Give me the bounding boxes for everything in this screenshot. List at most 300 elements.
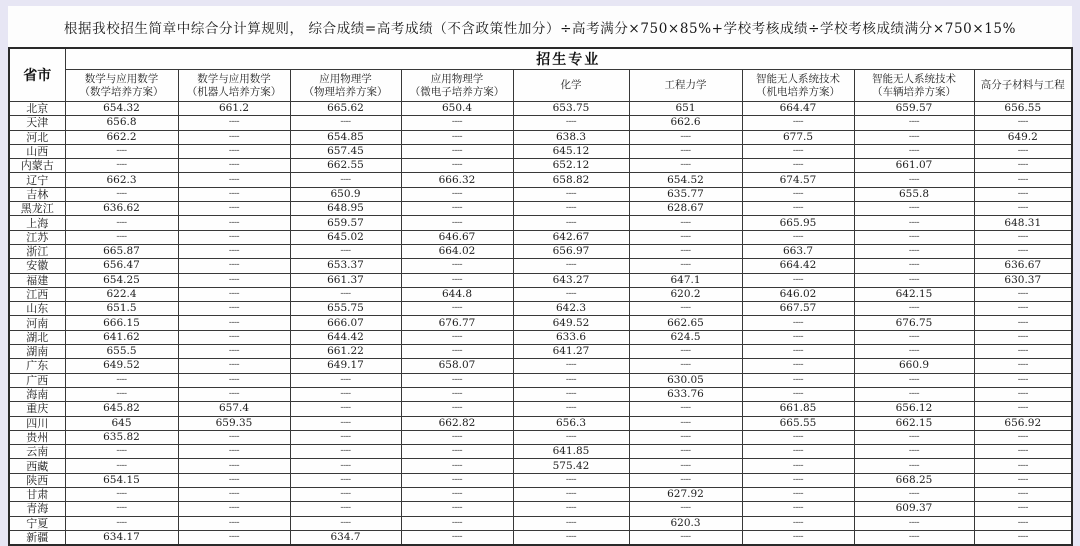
score-cell: 663.7 <box>742 244 854 258</box>
major-track: （数学培养方案） <box>79 85 164 98</box>
score-cell: ---- <box>854 244 974 258</box>
score-cell: ---- <box>401 144 513 158</box>
majors-group-header: 招生专业 <box>65 48 1072 70</box>
score-cell: ---- <box>629 259 742 273</box>
score-cell: ---- <box>65 230 178 244</box>
major-name: 应用物理学 <box>319 73 372 85</box>
score-cell: ---- <box>401 530 513 545</box>
score-cell: ---- <box>513 430 629 444</box>
table-row <box>9 359 1072 373</box>
score-cell: ---- <box>854 516 974 530</box>
score-cell: 575.42 <box>513 459 629 473</box>
table-row <box>9 316 1072 330</box>
score-cell: ---- <box>401 330 513 344</box>
score-cell: ---- <box>854 459 974 473</box>
score-cell: ---- <box>742 516 854 530</box>
major-column-header <box>742 70 854 102</box>
province-cell: 西藏 <box>9 459 65 473</box>
score-cell: ---- <box>178 373 290 387</box>
score-cell: 652.12 <box>513 159 629 173</box>
score-cell: ---- <box>629 473 742 487</box>
province-cell: 天津 <box>9 116 65 130</box>
score-cell: ---- <box>513 116 629 130</box>
score-cell: ---- <box>854 202 974 216</box>
score-cell: ---- <box>290 459 401 473</box>
score-cell: 642.3 <box>513 302 629 316</box>
score-cell: ---- <box>178 216 290 230</box>
province-cell: 宁夏 <box>9 516 65 530</box>
score-cell: ---- <box>290 445 401 459</box>
score-cell: ---- <box>974 302 1072 316</box>
score-cell: 651.5 <box>65 302 178 316</box>
score-cell: ---- <box>401 159 513 173</box>
table-row <box>9 459 1072 473</box>
major-column-header <box>401 70 513 102</box>
province-column-header: 省市 <box>9 48 65 102</box>
table-row <box>9 345 1072 359</box>
score-cell: 668.25 <box>854 473 974 487</box>
score-cell: ---- <box>974 287 1072 301</box>
score-cell: ---- <box>854 173 974 187</box>
score-cell: 636.67 <box>974 259 1072 273</box>
score-cell: ---- <box>65 502 178 516</box>
score-cell: ---- <box>178 159 290 173</box>
score-cell: ---- <box>974 430 1072 444</box>
score-cell: 633.6 <box>513 330 629 344</box>
score-cell: ---- <box>854 373 974 387</box>
score-cell: 654.32 <box>65 102 178 116</box>
score-cell: ---- <box>178 173 290 187</box>
score-cell: 650.9 <box>290 187 401 201</box>
province-cell: 安徽 <box>9 259 65 273</box>
score-cell: 655.8 <box>854 187 974 201</box>
score-cell: 633.76 <box>629 387 742 401</box>
score-cell: ---- <box>290 287 401 301</box>
score-cell: ---- <box>290 416 401 430</box>
score-cell: ---- <box>65 144 178 158</box>
score-cell: 666.15 <box>65 316 178 330</box>
score-cell: ---- <box>290 244 401 258</box>
table-row <box>9 130 1072 144</box>
score-cell: 661.85 <box>742 402 854 416</box>
score-cell: ---- <box>974 459 1072 473</box>
province-cell: 江苏 <box>9 230 65 244</box>
province-cell: 黑龙江 <box>9 202 65 216</box>
score-cell: ---- <box>178 445 290 459</box>
score-cell: ---- <box>974 402 1072 416</box>
score-cell: ---- <box>854 445 974 459</box>
score-cell: ---- <box>513 259 629 273</box>
score-cell: ---- <box>65 516 178 530</box>
score-cell: ---- <box>401 259 513 273</box>
score-cell: 647.1 <box>629 273 742 287</box>
score-cell: 646.67 <box>401 230 513 244</box>
score-cell: 666.32 <box>401 173 513 187</box>
score-cell: ---- <box>178 302 290 316</box>
table-row <box>9 445 1072 459</box>
score-cell: ---- <box>974 316 1072 330</box>
score-cell: 654.52 <box>629 173 742 187</box>
score-cell: ---- <box>974 530 1072 545</box>
province-cell: 广东 <box>9 359 65 373</box>
score-cell: ---- <box>742 488 854 502</box>
table-row <box>9 488 1072 502</box>
score-cell: 649.2 <box>974 130 1072 144</box>
score-cell: ---- <box>513 516 629 530</box>
score-cell: 634.7 <box>290 530 401 545</box>
province-cell: 浙江 <box>9 244 65 258</box>
major-name: 数学与应用数学 <box>197 73 271 85</box>
table-row <box>9 273 1072 287</box>
score-cell: 665.87 <box>65 244 178 258</box>
score-cell: 653.37 <box>290 259 401 273</box>
score-cell: 628.67 <box>629 202 742 216</box>
score-cell: ---- <box>401 459 513 473</box>
score-cell: ---- <box>854 430 974 444</box>
table-body <box>9 102 1072 546</box>
major-name: 应用物理学 <box>430 73 484 85</box>
score-cell: 630.05 <box>629 373 742 387</box>
major-track: （车辆培养方案） <box>872 85 956 98</box>
province-cell: 北京 <box>9 102 65 116</box>
province-cell: 湖南 <box>9 345 65 359</box>
province-cell: 广西 <box>9 373 65 387</box>
province-cell: 山东 <box>9 302 65 316</box>
score-cell: ---- <box>742 159 854 173</box>
header-row-majors <box>9 48 1072 70</box>
score-cell: ---- <box>974 159 1072 173</box>
table-row <box>9 230 1072 244</box>
table-row <box>9 244 1072 258</box>
score-cell: ---- <box>742 187 854 201</box>
score-cell: 662.3 <box>65 173 178 187</box>
score-cell: ---- <box>742 202 854 216</box>
score-cell: 648.95 <box>290 202 401 216</box>
major-name: 数学与应用数学 <box>84 73 159 85</box>
province-cell: 贵州 <box>9 430 65 444</box>
score-cell: 659.57 <box>290 216 401 230</box>
score-cell: ---- <box>178 273 290 287</box>
score-cell: 641.27 <box>513 345 629 359</box>
table-row <box>9 116 1072 130</box>
score-cell: 645.02 <box>290 230 401 244</box>
score-cell: ---- <box>854 216 974 230</box>
table-row <box>9 516 1072 530</box>
score-cell: ---- <box>974 502 1072 516</box>
score-cell: ---- <box>854 345 974 359</box>
score-cell: 662.55 <box>290 159 401 173</box>
major-column-header <box>513 70 629 102</box>
score-cell: ---- <box>290 502 401 516</box>
score-cell: 638.3 <box>513 130 629 144</box>
table-row <box>9 202 1072 216</box>
score-cell: ---- <box>854 130 974 144</box>
score-cell: ---- <box>401 216 513 230</box>
score-cell: ---- <box>65 387 178 401</box>
score-cell: ---- <box>513 402 629 416</box>
score-cell: ---- <box>178 516 290 530</box>
major-name: 工程力学 <box>664 79 707 92</box>
score-cell: ---- <box>742 445 854 459</box>
score-cell: ---- <box>178 330 290 344</box>
score-cell: ---- <box>178 430 290 444</box>
score-cell: ---- <box>178 502 290 516</box>
score-cell: ---- <box>401 302 513 316</box>
province-cell: 吉林 <box>9 187 65 201</box>
score-cell: 661.2 <box>178 102 290 116</box>
score-cell: ---- <box>513 473 629 487</box>
table-row <box>9 502 1072 516</box>
score-cell: ---- <box>974 244 1072 258</box>
score-cell: 661.22 <box>290 345 401 359</box>
score-cell: 661.37 <box>290 273 401 287</box>
table-row <box>9 259 1072 273</box>
score-cell: ---- <box>854 259 974 273</box>
score-cell: ---- <box>513 216 629 230</box>
score-cell: ---- <box>178 116 290 130</box>
table-row <box>9 387 1072 401</box>
score-cell: ---- <box>513 373 629 387</box>
score-cell: ---- <box>290 173 401 187</box>
province-cell: 河北 <box>9 130 65 144</box>
score-cell: ---- <box>401 345 513 359</box>
score-cell: ---- <box>65 459 178 473</box>
score-cell: 635.82 <box>65 430 178 444</box>
major-track: （机电培养方案） <box>756 85 840 98</box>
score-cell: ---- <box>290 488 401 502</box>
score-cell: ---- <box>974 387 1072 401</box>
score-cell: ---- <box>629 230 742 244</box>
score-cell: ---- <box>401 430 513 444</box>
table-row <box>9 402 1072 416</box>
score-cell: ---- <box>401 387 513 401</box>
score-cell: ---- <box>401 373 513 387</box>
province-cell: 辽宁 <box>9 173 65 187</box>
score-cell: 676.77 <box>401 316 513 330</box>
score-cell: 665.95 <box>742 216 854 230</box>
score-cell: 664.47 <box>742 102 854 116</box>
score-cell: ---- <box>178 530 290 545</box>
score-cell: ---- <box>401 130 513 144</box>
score-cell: ---- <box>742 373 854 387</box>
table-row <box>9 373 1072 387</box>
score-cell: ---- <box>974 144 1072 158</box>
score-cell: ---- <box>629 459 742 473</box>
score-cell: ---- <box>65 187 178 201</box>
score-cell: 634.17 <box>65 530 178 545</box>
major-column-header <box>65 70 178 102</box>
score-cell: 677.5 <box>742 130 854 144</box>
score-cell: 658.82 <box>513 173 629 187</box>
score-cell: ---- <box>178 387 290 401</box>
major-column-header <box>854 70 974 102</box>
score-cell: ---- <box>629 302 742 316</box>
score-cell: ---- <box>401 273 513 287</box>
table-row <box>9 330 1072 344</box>
score-cell: ---- <box>401 473 513 487</box>
score-cell: ---- <box>742 473 854 487</box>
score-cell: ---- <box>974 359 1072 373</box>
score-cell: 645.12 <box>513 144 629 158</box>
score-cell: ---- <box>178 187 290 201</box>
province-cell: 重庆 <box>9 402 65 416</box>
score-cell: ---- <box>629 416 742 430</box>
score-cell: 656.92 <box>974 416 1072 430</box>
score-cell: ---- <box>178 144 290 158</box>
score-cell: 662.65 <box>629 316 742 330</box>
score-cell: 662.6 <box>629 116 742 130</box>
admission-score-table <box>8 47 1073 546</box>
score-cell: 642.67 <box>513 230 629 244</box>
score-cell: ---- <box>401 116 513 130</box>
score-cell: 646.02 <box>742 287 854 301</box>
score-cell: ---- <box>401 516 513 530</box>
score-cell: ---- <box>974 516 1072 530</box>
score-cell: ---- <box>65 373 178 387</box>
score-cell: 649.52 <box>513 316 629 330</box>
province-cell: 青海 <box>9 502 65 516</box>
province-cell: 福建 <box>9 273 65 287</box>
score-cell: ---- <box>974 330 1072 344</box>
score-cell: ---- <box>742 316 854 330</box>
score-cell: ---- <box>178 202 290 216</box>
score-cell: ---- <box>178 244 290 258</box>
score-cell: ---- <box>65 159 178 173</box>
score-cell: 657.4 <box>178 402 290 416</box>
score-cell: ---- <box>290 516 401 530</box>
score-cell: ---- <box>290 430 401 444</box>
major-column-header <box>629 70 742 102</box>
score-cell: ---- <box>854 230 974 244</box>
table-row <box>9 473 1072 487</box>
score-cell: 665.55 <box>742 416 854 430</box>
major-name: 高分子材料与工程 <box>980 79 1065 92</box>
document-sheet <box>8 6 1072 543</box>
province-cell: 海南 <box>9 387 65 401</box>
score-cell: ---- <box>513 488 629 502</box>
province-cell: 河南 <box>9 316 65 330</box>
score-cell: ---- <box>178 359 290 373</box>
score-cell: 656.97 <box>513 244 629 258</box>
score-cell: 660.9 <box>854 359 974 373</box>
score-cell: ---- <box>854 330 974 344</box>
score-cell: ---- <box>629 445 742 459</box>
score-cell: ---- <box>178 459 290 473</box>
score-cell: ---- <box>742 345 854 359</box>
score-cell: 654.85 <box>290 130 401 144</box>
score-cell: ---- <box>401 402 513 416</box>
score-cell: ---- <box>974 202 1072 216</box>
score-cell: ---- <box>178 230 290 244</box>
score-cell: 653.75 <box>513 102 629 116</box>
score-cell: ---- <box>178 130 290 144</box>
major-track: （物理培养方案） <box>303 85 388 98</box>
score-cell: ---- <box>401 488 513 502</box>
major-track: （微电子培养方案） <box>409 85 505 98</box>
score-cell: ---- <box>629 359 742 373</box>
score-cell: 654.15 <box>65 473 178 487</box>
score-cell: 627.92 <box>629 488 742 502</box>
score-cell: ---- <box>974 173 1072 187</box>
table-row <box>9 287 1072 301</box>
score-cell: ---- <box>629 530 742 545</box>
score-cell: ---- <box>629 159 742 173</box>
score-cell: ---- <box>65 488 178 502</box>
score-cell: ---- <box>290 387 401 401</box>
score-cell: 656.55 <box>974 102 1072 116</box>
table-row <box>9 302 1072 316</box>
score-cell: ---- <box>629 216 742 230</box>
province-cell: 山西 <box>9 144 65 158</box>
score-cell: 630.37 <box>974 273 1072 287</box>
score-cell: ---- <box>178 259 290 273</box>
score-cell: 662.82 <box>401 416 513 430</box>
score-cell: 658.07 <box>401 359 513 373</box>
score-cell: 661.07 <box>854 159 974 173</box>
score-cell: ---- <box>854 488 974 502</box>
score-cell: 659.35 <box>178 416 290 430</box>
score-cell: ---- <box>629 130 742 144</box>
score-cell: ---- <box>974 488 1072 502</box>
score-cell: ---- <box>742 359 854 373</box>
score-cell: 654.25 <box>65 273 178 287</box>
score-cell: 666.07 <box>290 316 401 330</box>
major-track: （机器人培养方案） <box>186 85 282 98</box>
score-cell: 664.42 <box>742 259 854 273</box>
score-cell: 656.47 <box>65 259 178 273</box>
score-cell: 650.4 <box>401 102 513 116</box>
province-cell: 四川 <box>9 416 65 430</box>
score-cell: ---- <box>513 202 629 216</box>
score-cell: ---- <box>854 387 974 401</box>
score-cell: ---- <box>742 230 854 244</box>
province-cell: 陕西 <box>9 473 65 487</box>
score-cell: ---- <box>854 302 974 316</box>
score-cell: ---- <box>854 273 974 287</box>
score-cell: ---- <box>742 430 854 444</box>
score-cell: 657.45 <box>290 144 401 158</box>
province-cell: 湖北 <box>9 330 65 344</box>
score-cell: ---- <box>742 530 854 545</box>
score-cell: ---- <box>629 244 742 258</box>
province-cell: 云南 <box>9 445 65 459</box>
table-row <box>9 416 1072 430</box>
score-cell: 656.12 <box>854 402 974 416</box>
score-cell: 641.85 <box>513 445 629 459</box>
score-cell: ---- <box>854 530 974 545</box>
score-cell: 645 <box>65 416 178 430</box>
score-cell: 665.62 <box>290 102 401 116</box>
score-cell: 644.8 <box>401 287 513 301</box>
score-cell: ---- <box>290 402 401 416</box>
major-name: 智能无人系统技术 <box>872 73 956 85</box>
score-cell: 662.15 <box>854 416 974 430</box>
score-cell: ---- <box>290 473 401 487</box>
table-row <box>9 430 1072 444</box>
score-cell: ---- <box>742 502 854 516</box>
score-cell: 656.8 <box>65 116 178 130</box>
score-cell: ---- <box>974 345 1072 359</box>
score-cell: 656.3 <box>513 416 629 430</box>
table-row <box>9 159 1072 173</box>
score-cell: ---- <box>742 273 854 287</box>
table-row <box>9 102 1072 116</box>
score-cell: ---- <box>974 445 1072 459</box>
score-cell: ---- <box>65 216 178 230</box>
score-cell: 622.4 <box>65 287 178 301</box>
score-cell: ---- <box>629 430 742 444</box>
score-cell: ---- <box>401 202 513 216</box>
